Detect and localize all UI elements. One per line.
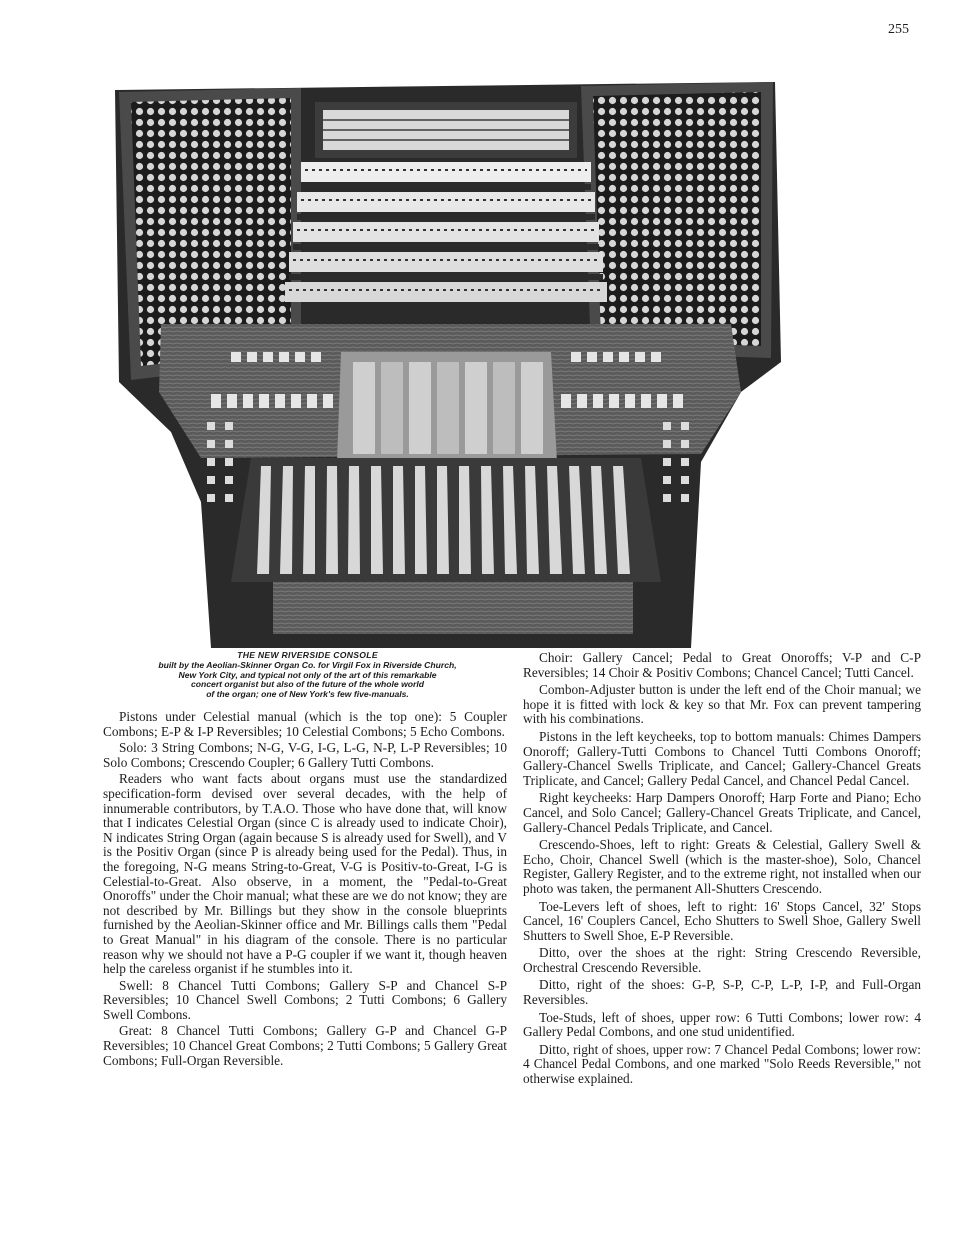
pedalboard [231, 458, 661, 634]
organ-console-photo [101, 62, 789, 648]
paragraph: Right keycheeks: Harp Dampers Onoroff; Harp Forte and Piano; Echo Cancel, and Solo Cancel; Gallery-Chancel Greats Triplicate, and Cancel, Gallery-Chancel Pedals Triplicate, and Cancel. [523, 790, 921, 835]
paragraph: Toe-Levers left of shoes, left to right: 16' Stops Cancel, 32' Stops Cancel, 16' Couplers Cancel, Echo Shutters to Swell Shoe, Gallery Swell Shutters to Swell Shoe, E-P Reversible. [523, 898, 921, 943]
paragraph: Ditto, right of the shoes: G-P, S-P, C-P, L-P, I-P, and Full-Organ Reversibles. [523, 977, 921, 1008]
paragraph: Toe-Studs, left of shoes, upper row: 6 Tutti Combons; lower row: 4 Gallery Pedal Combons, and one stud unidentified. [523, 1009, 921, 1040]
photo-caption [100, 651, 515, 700]
paragraph: Readers who want facts about organs must use the standardized specification-form devised over several decades, with the help of innumerable contributors, by T.A.O. Those who have done that, will know that I indicates Celestial Organ (since C is already used to indicate Choir), N indicates String Organ (again because S is already used for Swell), and V is the Positiv Organ (since P is already being used for the Pedal). Thus, in the foregoing, N-G means String-to-Great, V-G is Positiv-to-Great, I-G is Celestial-to-Great. Also observe, in a moment, the "Pedal-to-Great Onoroffs" under the Choir manual; what these are we do not know; they are not described by Mr. Billings but they show in the console blueprints furnished by the Aeolian-Skinner office and Mr. Billings calls them "Pedal to Great Manual" in his diagram of the console. There is no particular reason why we should not have a P-G coupler if we want it, though heaven help the careless organist if he stumbles into it. [103, 771, 507, 977]
caption-line: built by the Aeolian-Skinner Organ Co. for Virgil Fox in Riverside Church, [158, 659, 457, 670]
left-text-column [103, 710, 507, 1070]
paragraph: Combon-Adjuster button is under the left end of the Choir manual; we hope it is fitted with lock & key so that Mr. Fox can prevent tampering with his combinations. [523, 682, 921, 727]
right-stop-jamb [581, 82, 773, 358]
paragraph: Solo: 3 String Combons; N-G, V-G, I-G, L-G, N-P, L-P Reversibles; 10 Solo Combons; Crescendo Coupler; 6 Gallery Tutti Combons. [103, 740, 507, 770]
paragraph: Pistons in the left keycheeks, top to bottom manuals: Chimes Dampers Onoroff; Gallery-Tutti Combons to Chancel Tutti Combons Onoroff; Gallery-Chancel Swells Triplicate, and Cancel; Gallery-Chancel Greats Triplicate, and Cancel; Gallery Pedal Cancel, and Chancel Pedal Cancel. [523, 728, 921, 788]
paragraph: Great: 8 Chancel Tutti Combons; Gallery G-P and Chancel G-P Reversibles; 10 Chancel Great Combons; 2 Tutti Combons; 5 Gallery Great Combons; Full-Organ Reversible. [103, 1023, 507, 1068]
paragraph: Ditto, right of shoes, upper row: 7 Chancel Pedal Combons; lower row: 4 Chancel Pedal Combons, and one marked "Solo Reeds Reversible," not otherwise explained. [523, 1041, 921, 1087]
paragraph: Choir: Gallery Cancel; Pedal to Great Onoroffs; V-P and C-P Reversibles; 14 Choir & Positiv Combons; Chancel Cancel; Tutti Cancel. [523, 650, 921, 680]
page-number: 255 [888, 22, 909, 37]
caption-line: New York City, and typical not only of the art of this remarkable [178, 669, 437, 680]
caption-line: concert organist but also of the future of the whole world [191, 679, 424, 690]
paragraph: Crescendo-Shoes, left to right: Greats & Celestial, Gallery Swell & Echo, Choir, Chancel Swell (which is the master-shoe), Solo, Chancel Register, Gallery Register, and to the extreme right, not installed when our photo was taken, the permanent All-Shutters Crescendo. [523, 837, 921, 896]
paragraph: Ditto, over the shoes at the right: String Crescendo Reversible, Orchestral Crescendo Reversible. [523, 945, 921, 975]
right-text-column [523, 651, 921, 1090]
caption-line: of the organ; one of New York's few five-manuals. [206, 689, 409, 700]
swell-shoes [337, 352, 557, 462]
paragraph: Pistons under Celestial manual (which is the top one): 5 Coupler Combons; E-P & I-P Reversibles; 10 Celestial Combons; 5 Echo Combons. [103, 709, 507, 739]
caption-title: THE NEW RIVERSIDE CONSOLE [237, 650, 378, 660]
paragraph: Swell: 8 Chancel Tutti Combons; Gallery S-P and Chancel S-P Reversibles; 10 Chancel Swell Combons; 2 Tutti Combons; 6 Gallery Swell Combons. [103, 977, 507, 1022]
